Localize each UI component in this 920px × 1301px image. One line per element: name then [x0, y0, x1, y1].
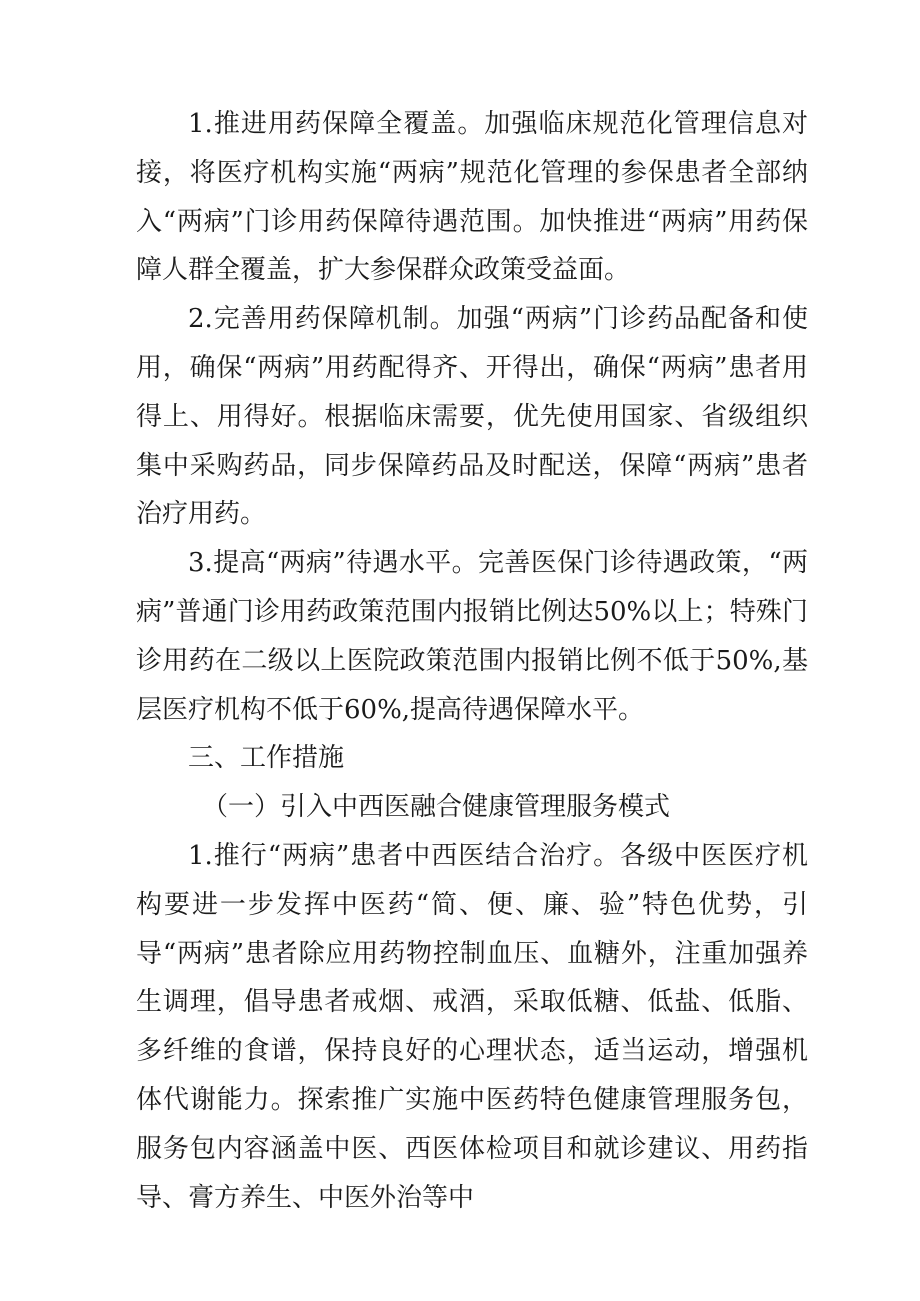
paragraph-drug-coverage: 1.推进用药保障全覆盖。加强临床规范化管理信息对接，将医疗机构实施“两病”规范化管理的参保患者全部纳入“两病”门诊用药保障待遇范围。加快推进“两病”用药保障人群全覆盖，扩大参保群众政策受益面。: [136, 109, 808, 286]
paragraph-integrated-treatment: 1.推行“两病”患者中西医结合治疗。各级中医医疗机构要进一步发挥中医药“简、便、廉、验”特色优势，引导“两病”患者除应用药物控制血压、血糖外，注重加强养生调理，倡导患者戒烟、戒酒，采取低糖、低盐、低脂、多纤维的食谱，保持良好的心理状态，适当运动，增强机体代谢能力。探索推广实施中医药特色健康管理服务包，服务包内容涵盖中医、西医体检项目和就诊建议、用药指导、膏方养生、中医外治等中: [136, 840, 808, 1213]
section-heading-measures: 三、工作措施: [188, 743, 345, 774]
paragraph-treatment-level: 3.提高“两病”待遇水平。完善医保门诊待遇政策，“两病”普通门诊用药政策范围内报销比例达50%以上；特殊门诊用药在二级以上医院政策范围内报销比例不低于50%,基层医疗机构不低于60%,提高待遇保障水平。: [136, 548, 808, 725]
paragraph-drug-mechanism: 2.完善用药保障机制。加强“两病”门诊药品配备和使用，确保“两病”用药配得齐、开得出，确保“两病”患者用得上、用得好。根据临床需要，优先使用国家、省级组织集中采购药品，同步保障药品及时配送，保障“两病”患者治疗用药。: [136, 304, 808, 530]
document-body: [136, 100, 808, 1222]
subsection-heading-tcm-model: （一）引入中西医融合健康管理服务模式: [202, 792, 671, 823]
